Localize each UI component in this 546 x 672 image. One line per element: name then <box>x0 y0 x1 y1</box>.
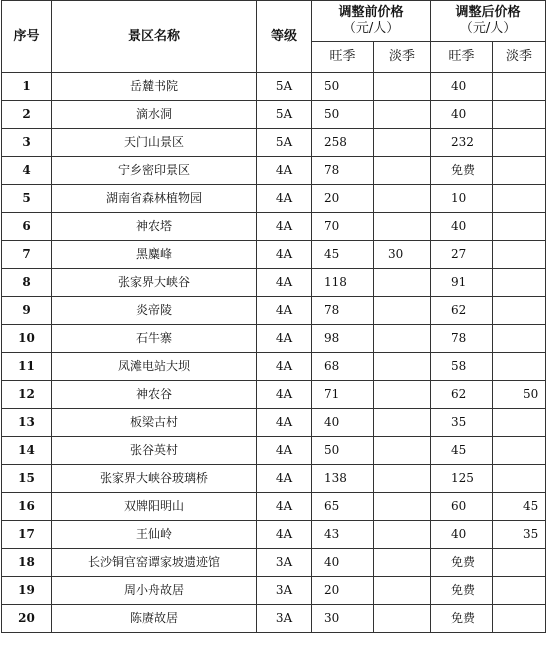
cell-before-peak: 30 <box>312 605 374 633</box>
cell-before-off <box>374 157 431 185</box>
table-row <box>2 521 546 549</box>
table-row <box>2 465 546 493</box>
cell-after-off <box>493 269 546 297</box>
cell-after-peak: 78 <box>431 325 493 353</box>
cell-before-off <box>374 577 431 605</box>
cell-after-peak: 45 <box>431 437 493 465</box>
cell-after-peak: 40 <box>431 101 493 129</box>
cell-after-peak: 40 <box>431 73 493 101</box>
cell-level: 4A <box>257 157 312 185</box>
cell-before-off <box>374 381 431 409</box>
header-before <box>312 1 431 42</box>
cell-before-peak: 70 <box>312 213 374 241</box>
cell-before-off <box>374 465 431 493</box>
cell-before-peak: 118 <box>312 269 374 297</box>
cell-scenic-name: 炎帝陵 <box>52 297 257 325</box>
cell-after-peak: 40 <box>431 521 493 549</box>
cell-after-off <box>493 437 546 465</box>
cell-before-peak: 258 <box>312 129 374 157</box>
table-row <box>2 269 546 297</box>
cell-before-off <box>374 129 431 157</box>
cell-no: 6 <box>2 213 52 241</box>
cell-after-peak: 62 <box>431 381 493 409</box>
header-before-unit: （元/人） <box>342 21 400 36</box>
cell-before-off <box>374 101 431 129</box>
cell-scenic-name: 宁乡密印景区 <box>52 157 257 185</box>
header-name: 景区名称 <box>52 1 257 73</box>
cell-before-off <box>374 521 431 549</box>
cell-before-peak: 20 <box>312 185 374 213</box>
cell-after-off <box>493 409 546 437</box>
table-row <box>2 409 546 437</box>
cell-scenic-name: 黑麋峰 <box>52 241 257 269</box>
table-row <box>2 73 546 101</box>
table-row <box>2 493 546 521</box>
cell-before-off <box>374 297 431 325</box>
cell-level: 4A <box>257 213 312 241</box>
cell-after-peak: 58 <box>431 353 493 381</box>
cell-before-off <box>374 73 431 101</box>
cell-level: 4A <box>257 185 312 213</box>
price-adjustment-table <box>1 0 546 633</box>
cell-after-off <box>493 185 546 213</box>
table-row <box>2 381 546 409</box>
table-row <box>2 325 546 353</box>
table-row <box>2 129 546 157</box>
cell-after-off <box>493 213 546 241</box>
cell-no: 3 <box>2 129 52 157</box>
cell-before-off <box>374 185 431 213</box>
cell-scenic-name: 长沙铜官窑谭家坡遗迹馆 <box>52 549 257 577</box>
table-row <box>2 241 546 269</box>
cell-after-peak: 125 <box>431 465 493 493</box>
cell-after-off <box>493 297 546 325</box>
cell-no: 20 <box>2 605 52 633</box>
cell-before-off <box>374 437 431 465</box>
cell-before-off <box>374 549 431 577</box>
cell-after-off: 35 <box>493 521 546 549</box>
cell-scenic-name: 滴水洞 <box>52 101 257 129</box>
cell-after-off <box>493 465 546 493</box>
table-row <box>2 157 546 185</box>
cell-before-peak: 138 <box>312 465 374 493</box>
cell-before-peak: 98 <box>312 325 374 353</box>
cell-scenic-name: 周小舟故居 <box>52 577 257 605</box>
cell-scenic-name: 神农谷 <box>52 381 257 409</box>
cell-scenic-name: 张家界大峡谷玻璃桥 <box>52 465 257 493</box>
cell-after-off <box>493 549 546 577</box>
cell-level: 3A <box>257 549 312 577</box>
cell-scenic-name: 张家界大峡谷 <box>52 269 257 297</box>
cell-before-off <box>374 605 431 633</box>
cell-before-peak: 68 <box>312 353 374 381</box>
cell-before-off <box>374 409 431 437</box>
cell-no: 13 <box>2 409 52 437</box>
cell-after-peak: 40 <box>431 213 493 241</box>
cell-no: 18 <box>2 549 52 577</box>
cell-no: 4 <box>2 157 52 185</box>
cell-before-peak: 50 <box>312 101 374 129</box>
cell-before-off <box>374 493 431 521</box>
cell-before-peak: 40 <box>312 549 374 577</box>
header-level: 等级 <box>257 1 312 73</box>
cell-no: 2 <box>2 101 52 129</box>
cell-before-peak: 71 <box>312 381 374 409</box>
cell-level: 4A <box>257 493 312 521</box>
cell-after-off <box>493 129 546 157</box>
cell-after-peak: 免费 <box>431 605 493 633</box>
cell-level: 4A <box>257 241 312 269</box>
cell-no: 16 <box>2 493 52 521</box>
cell-no: 11 <box>2 353 52 381</box>
table-row <box>2 605 546 633</box>
header-before-title: 调整前价格 <box>338 5 404 20</box>
cell-level: 5A <box>257 73 312 101</box>
cell-after-peak: 免费 <box>431 549 493 577</box>
cell-after-peak: 免费 <box>431 157 493 185</box>
header-after-off: 淡季 <box>493 42 546 73</box>
header-after <box>431 1 546 42</box>
header-after-peak: 旺季 <box>431 42 493 73</box>
table-row <box>2 437 546 465</box>
cell-before-off <box>374 213 431 241</box>
cell-after-off <box>493 241 546 269</box>
cell-after-peak: 62 <box>431 297 493 325</box>
cell-level: 4A <box>257 297 312 325</box>
cell-after-off <box>493 325 546 353</box>
cell-before-peak: 50 <box>312 437 374 465</box>
table-body <box>2 73 546 633</box>
cell-before-peak: 78 <box>312 157 374 185</box>
cell-before-off <box>374 325 431 353</box>
cell-level: 4A <box>257 465 312 493</box>
cell-level: 4A <box>257 409 312 437</box>
cell-level: 4A <box>257 353 312 381</box>
table-row <box>2 577 546 605</box>
cell-scenic-name: 凤滩电站大坝 <box>52 353 257 381</box>
cell-no: 19 <box>2 577 52 605</box>
cell-no: 5 <box>2 185 52 213</box>
cell-before-off <box>374 269 431 297</box>
cell-after-off <box>493 353 546 381</box>
cell-level: 4A <box>257 325 312 353</box>
header-no: 序号 <box>2 1 52 73</box>
cell-scenic-name: 石牛寨 <box>52 325 257 353</box>
header-after-title: 调整后价格 <box>455 5 521 20</box>
cell-before-off: 30 <box>374 241 431 269</box>
cell-no: 7 <box>2 241 52 269</box>
cell-scenic-name: 双牌阳明山 <box>52 493 257 521</box>
cell-scenic-name: 王仙岭 <box>52 521 257 549</box>
cell-after-off <box>493 73 546 101</box>
cell-level: 4A <box>257 521 312 549</box>
cell-after-off <box>493 577 546 605</box>
cell-before-peak: 20 <box>312 577 374 605</box>
cell-scenic-name: 张谷英村 <box>52 437 257 465</box>
cell-after-peak: 60 <box>431 493 493 521</box>
cell-after-peak: 免费 <box>431 577 493 605</box>
cell-scenic-name: 板梁古村 <box>52 409 257 437</box>
cell-level: 5A <box>257 101 312 129</box>
cell-no: 17 <box>2 521 52 549</box>
cell-no: 15 <box>2 465 52 493</box>
cell-scenic-name: 湖南省森林植物园 <box>52 185 257 213</box>
cell-level: 5A <box>257 129 312 157</box>
cell-scenic-name: 岳麓书院 <box>52 73 257 101</box>
cell-before-peak: 43 <box>312 521 374 549</box>
table-row <box>2 101 546 129</box>
table-row <box>2 185 546 213</box>
cell-no: 14 <box>2 437 52 465</box>
cell-level: 4A <box>257 269 312 297</box>
cell-before-peak: 50 <box>312 73 374 101</box>
cell-after-off <box>493 605 546 633</box>
cell-no: 9 <box>2 297 52 325</box>
table-row <box>2 353 546 381</box>
cell-scenic-name: 陈赓故居 <box>52 605 257 633</box>
cell-after-peak: 27 <box>431 241 493 269</box>
cell-no: 12 <box>2 381 52 409</box>
cell-after-off: 50 <box>493 381 546 409</box>
cell-after-peak: 10 <box>431 185 493 213</box>
table-row <box>2 213 546 241</box>
cell-before-peak: 78 <box>312 297 374 325</box>
cell-after-off <box>493 101 546 129</box>
cell-no: 10 <box>2 325 52 353</box>
header-after-unit: （元/人） <box>459 21 517 36</box>
cell-no: 8 <box>2 269 52 297</box>
cell-before-peak: 65 <box>312 493 374 521</box>
cell-level: 3A <box>257 605 312 633</box>
cell-after-peak: 35 <box>431 409 493 437</box>
cell-after-off: 45 <box>493 493 546 521</box>
cell-after-peak: 91 <box>431 269 493 297</box>
cell-level: 4A <box>257 381 312 409</box>
cell-before-off <box>374 353 431 381</box>
header-before-off: 淡季 <box>374 42 431 73</box>
cell-scenic-name: 天门山景区 <box>52 129 257 157</box>
table-row <box>2 297 546 325</box>
cell-before-peak: 45 <box>312 241 374 269</box>
header-before-peak: 旺季 <box>312 42 374 73</box>
cell-after-off <box>493 157 546 185</box>
cell-after-peak: 232 <box>431 129 493 157</box>
table-row <box>2 549 546 577</box>
cell-level: 4A <box>257 437 312 465</box>
cell-scenic-name: 神农塔 <box>52 213 257 241</box>
cell-before-peak: 40 <box>312 409 374 437</box>
cell-no: 1 <box>2 73 52 101</box>
cell-level: 3A <box>257 577 312 605</box>
